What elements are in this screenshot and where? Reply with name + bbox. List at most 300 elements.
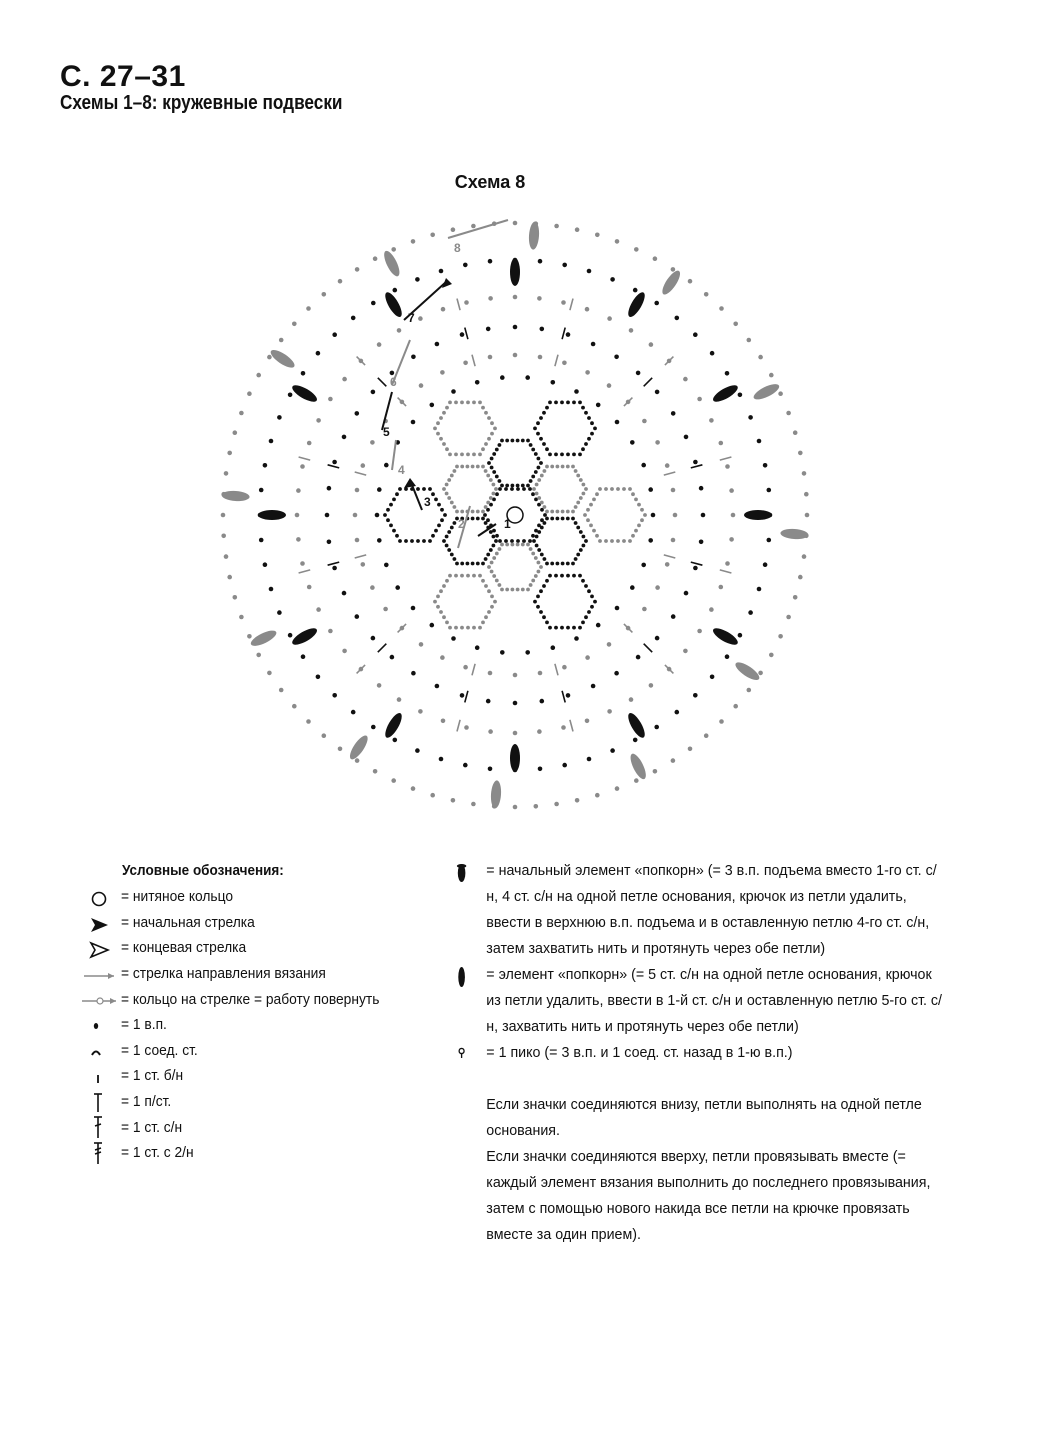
chain-stitch	[767, 538, 772, 543]
slip-stitch-icon	[80, 1040, 118, 1062]
chain-stitch	[442, 539, 446, 543]
chain-stitch	[391, 247, 396, 252]
chain-stitch	[451, 389, 456, 394]
chain-stitch	[516, 588, 520, 592]
chain-stitch	[355, 488, 360, 493]
chain-stitch	[392, 529, 396, 533]
chain-stitch	[548, 401, 552, 405]
single-crochet	[555, 664, 558, 676]
chain-stitch	[395, 534, 399, 538]
chain-stitch	[587, 269, 592, 274]
chain-stitch	[593, 427, 597, 431]
chain-stitch	[733, 704, 738, 709]
single-crochet	[570, 720, 573, 732]
chain-stitch	[748, 610, 753, 615]
chain-stitch	[440, 508, 444, 512]
chain-stitch	[332, 460, 337, 465]
chain-stitch	[441, 307, 446, 312]
chain-stitch	[531, 492, 535, 496]
chain-stitch	[566, 517, 570, 521]
chain-stitch	[377, 683, 382, 688]
chain-stitch	[505, 588, 509, 592]
magic-ring-icon	[80, 886, 118, 908]
chain-stitch	[556, 465, 560, 469]
chain-stitch	[578, 626, 582, 630]
chain-stitch	[431, 492, 435, 496]
single-crochet	[398, 624, 407, 633]
chain-stitch	[256, 373, 261, 378]
chain-stitch	[769, 373, 774, 378]
chain-stitch	[342, 435, 347, 440]
chain-stitch	[725, 654, 730, 659]
chain-stitch	[607, 709, 612, 714]
chain-stitch	[655, 390, 660, 395]
chain-stitch	[562, 665, 567, 670]
chain-stitch	[476, 562, 480, 566]
chain-stitch	[579, 478, 583, 482]
chain-stitch	[439, 589, 443, 593]
chain-stitch	[481, 447, 485, 451]
chain-stitch	[411, 355, 416, 360]
chain-stitch	[292, 704, 297, 709]
chain-stitch	[316, 351, 321, 356]
chain-stitch	[455, 510, 459, 514]
chain-stitch	[649, 342, 654, 347]
chain-stitch	[445, 492, 449, 496]
chain-stitch	[607, 316, 612, 321]
chain-stitch	[322, 292, 327, 297]
legend-row: = нитяное кольцо	[80, 884, 460, 910]
chain-stitch	[560, 574, 564, 578]
legend-row: = 1 ст. с 2/н	[80, 1140, 460, 1166]
chain-stitch	[430, 623, 435, 628]
chain-stitch	[489, 496, 493, 500]
chain-stitch	[545, 621, 549, 625]
chain-stitch	[484, 521, 488, 525]
chain-stitch	[498, 443, 502, 447]
chain-stitch	[288, 393, 293, 398]
note-picot: = 1 пико (= 3 в.п. и 1 соед. ст. назад в 1-ю в.п.)	[454, 1040, 948, 1066]
chain-stitch	[478, 574, 482, 578]
chain-stitch	[505, 543, 509, 547]
chain-stitch	[442, 584, 446, 588]
chain-stitch	[654, 301, 659, 306]
chain-stitch	[486, 327, 491, 332]
chain-stitch	[593, 600, 597, 604]
chain-stitch	[492, 574, 496, 578]
chain-stitch	[574, 389, 579, 394]
chain-stitch	[684, 435, 689, 440]
chain-stitch	[534, 470, 538, 474]
chain-stitch	[448, 574, 452, 578]
chain-stitch	[448, 626, 452, 630]
chain-stitch	[556, 562, 560, 566]
chain-stitch	[576, 526, 580, 530]
chain-stitch	[516, 543, 520, 547]
chain-stitch	[325, 513, 330, 518]
chain-stitch	[545, 465, 549, 469]
chain-stitch	[614, 355, 619, 360]
chain-stitch	[641, 463, 646, 468]
chain-stitch	[543, 505, 547, 509]
chain-stitch	[526, 543, 530, 547]
chain-stitch	[476, 465, 480, 469]
chain-stitch	[486, 699, 491, 704]
chain-stitch	[536, 595, 540, 599]
chain-stitch	[466, 401, 470, 405]
chain-stitch	[579, 530, 583, 534]
chain-stitch	[492, 470, 496, 474]
chain-stitch	[699, 486, 704, 491]
chain-stitch	[267, 355, 272, 360]
chain-stitch	[221, 513, 226, 518]
chain-stitch	[227, 451, 232, 456]
chain-stitch	[419, 383, 424, 388]
chain-stitch	[342, 591, 347, 596]
chain-stitch	[460, 693, 465, 698]
popcorn-stitch	[381, 249, 402, 279]
chain-stitch	[802, 471, 807, 476]
chain-stitch	[487, 589, 491, 593]
chain-stitch	[671, 538, 676, 543]
chain-stitch	[463, 263, 468, 268]
chain-stitch	[579, 496, 583, 500]
chain-stitch	[511, 588, 515, 592]
chain-stitch	[550, 465, 554, 469]
chain-stitch	[550, 510, 554, 514]
chain-stitch	[487, 461, 491, 465]
chain-stitch	[653, 256, 658, 261]
chain-stitch	[536, 432, 540, 436]
chain-stitch	[545, 510, 549, 514]
chain-stitch	[355, 411, 360, 416]
chain-stitch	[513, 295, 518, 300]
chain-stitch	[464, 300, 469, 305]
chain-stitch	[566, 626, 570, 630]
chain-stitch	[513, 731, 518, 736]
chain-stitch	[487, 610, 491, 614]
chain-stitch	[389, 503, 393, 507]
chain-stitch	[561, 517, 565, 521]
chain-stitch	[259, 488, 264, 493]
single-crochet	[398, 398, 407, 407]
chain-stitch	[494, 539, 498, 543]
chain-stitch	[688, 279, 693, 284]
direction-arrow-icon	[80, 963, 118, 985]
chain-stitch	[463, 665, 468, 670]
chain-stitch	[521, 588, 525, 592]
chain-stitch	[454, 574, 458, 578]
popcorn-stitch	[221, 490, 250, 502]
chain-stitch	[531, 579, 535, 583]
legend-row: = 1 ст. с/н	[80, 1114, 460, 1140]
treble-crochet-icon	[80, 1142, 118, 1164]
single-crochet	[562, 328, 565, 340]
chain-stitch	[595, 492, 599, 496]
chain-stitch	[484, 442, 488, 446]
chain-stitch	[500, 588, 504, 592]
chain-stitch	[525, 375, 530, 380]
legend-row: = стрелка направления вязания	[80, 961, 460, 987]
chain-stitch	[634, 529, 638, 533]
chain-stitch	[604, 539, 608, 543]
chain-stitch	[581, 621, 585, 625]
legend-heading: Условные обозначения:	[122, 862, 284, 879]
chain-stitch	[442, 487, 446, 491]
chain-stitch	[566, 401, 570, 405]
chain-stitch	[436, 421, 440, 425]
chain-stitch	[671, 614, 676, 619]
chain-stitch	[361, 562, 366, 567]
chain-stitch	[495, 492, 499, 496]
chain-stitch	[481, 510, 485, 514]
chain-stitch	[390, 655, 395, 660]
chain-stitch	[587, 757, 592, 762]
chain-stitch	[393, 288, 398, 293]
single-crochet	[691, 562, 703, 565]
chain-stitch	[738, 633, 743, 638]
chain-stitch	[466, 453, 470, 457]
chain-stitch	[448, 401, 452, 405]
chain-stitch	[439, 437, 443, 441]
chain-stitch	[371, 301, 376, 306]
chain-stitch	[574, 469, 578, 473]
chain-stitch	[355, 267, 360, 272]
chain-stitch	[295, 513, 300, 518]
chain-stitch	[277, 610, 282, 615]
chain-stitch	[653, 769, 658, 774]
chain-stitch	[591, 684, 596, 689]
single-crochet	[457, 299, 460, 311]
chain-stitch	[460, 562, 464, 566]
chain-stitch	[504, 487, 508, 491]
legend-row: = 1 в.п.	[80, 1012, 460, 1038]
chain-stitch	[513, 701, 518, 706]
chain-stitch	[630, 585, 635, 590]
chain-stitch	[383, 513, 387, 517]
chain-stitch	[466, 626, 470, 630]
chain-stitch	[758, 355, 763, 360]
chain-stitch	[528, 487, 532, 491]
chain-stitch	[654, 725, 659, 730]
chain-stitch	[221, 534, 226, 539]
chain-stitch	[629, 328, 634, 333]
single-crochet	[665, 357, 674, 366]
chain-stitch	[445, 544, 449, 548]
chain-stitch	[463, 361, 468, 366]
chain-stitch	[572, 401, 576, 405]
double-crochet-icon	[80, 1116, 118, 1138]
chain-stitch	[481, 517, 485, 521]
chain-stitch	[371, 725, 376, 730]
chain-stitch	[490, 466, 494, 470]
single-crochet	[555, 355, 558, 367]
chain-stitch	[566, 453, 570, 457]
row-label-7: 7	[408, 311, 415, 325]
chain-stitch	[610, 277, 615, 282]
chain-stitch	[548, 453, 552, 457]
chain-stitch	[488, 729, 493, 734]
chain-stitch	[542, 615, 546, 619]
chain-stitch	[535, 492, 539, 496]
chain-stitch	[561, 725, 566, 730]
chain-stitch	[536, 605, 540, 609]
chain-stitch	[484, 469, 488, 473]
chain-stitch	[450, 474, 454, 478]
chain-stitch	[571, 562, 575, 566]
chain-stitch	[622, 487, 626, 491]
chain-stitch	[445, 447, 449, 451]
chain-stitch	[537, 570, 541, 574]
chain-stitch	[430, 233, 435, 238]
chain-stitch	[492, 452, 496, 456]
chain-stitch	[562, 763, 567, 768]
chain-stitch	[648, 487, 653, 492]
chain-stitch	[259, 538, 264, 543]
chain-stitch	[516, 484, 520, 488]
chain-stitch	[629, 697, 634, 702]
single-crochet	[328, 465, 340, 468]
chain-stitch	[778, 634, 783, 639]
chain-stitch	[579, 548, 583, 552]
chain-stitch	[710, 675, 715, 680]
chain-stitch	[439, 610, 443, 614]
chain-stitch	[404, 539, 408, 543]
chain-stitch	[516, 487, 520, 491]
chain-stitch	[389, 524, 393, 528]
popcorn-stitch	[625, 711, 648, 740]
chain-stitch	[393, 738, 398, 743]
joining-rules	[454, 1092, 948, 1248]
chain-stitch	[529, 583, 533, 587]
chain-stitch	[239, 615, 244, 620]
chain-stitch	[697, 397, 702, 402]
chain-stitch	[495, 475, 499, 479]
chain-stitch	[693, 460, 698, 465]
chain-stitch	[610, 487, 614, 491]
chain-stitch	[535, 535, 539, 539]
chain-stitch	[798, 575, 803, 580]
single-crochet	[624, 624, 633, 633]
chain-stitch	[397, 328, 402, 333]
popcorn-stitch	[752, 381, 782, 402]
chain-stitch	[430, 403, 435, 408]
chain-stitch	[574, 636, 579, 641]
chain-stitch	[554, 802, 559, 807]
chain-stitch	[675, 316, 680, 321]
chain-stitch	[492, 492, 496, 496]
chain-stitch	[614, 671, 619, 676]
chain-stitch	[585, 655, 590, 660]
chain-stitch	[451, 636, 456, 641]
chain-stitch	[301, 654, 306, 659]
chain-stitch	[538, 671, 543, 676]
chain-stitch	[493, 600, 497, 604]
chain-stitch	[531, 448, 535, 452]
chain-stitch	[442, 442, 446, 446]
chain-stitch	[490, 595, 494, 599]
chain-stitch	[655, 585, 660, 590]
chain-stitch	[440, 655, 445, 660]
chain-stitch	[634, 247, 639, 252]
chain-stitch	[392, 498, 396, 502]
chain-stitch	[545, 517, 549, 521]
chain-stitch	[316, 607, 321, 612]
chain-stitch	[386, 508, 390, 512]
chain-stitch	[655, 636, 660, 641]
chain-stitch-icon	[80, 1014, 118, 1036]
chain-stitch	[665, 562, 670, 567]
row-label-2: 2	[458, 517, 465, 531]
chain-stitch	[436, 432, 440, 436]
chain-stitch	[554, 224, 559, 229]
chain-stitch	[655, 440, 660, 445]
single-crochet	[472, 664, 475, 676]
chain-stitch	[492, 556, 496, 560]
chain-stitch	[481, 621, 485, 625]
chain-stitch	[377, 342, 382, 347]
chain-stitch	[355, 758, 360, 763]
chain-stitch	[484, 505, 488, 509]
chain-stitch	[490, 421, 494, 425]
chain-stitch	[537, 729, 542, 734]
chain-stitch	[574, 521, 578, 525]
chain-stitch	[542, 411, 546, 415]
chain-stitch	[416, 487, 420, 491]
chain-stitch	[697, 629, 702, 634]
chain-stitch	[543, 521, 547, 525]
chain-stitch	[513, 353, 518, 358]
row-label-5: 5	[383, 425, 390, 439]
chain-stitch	[460, 332, 465, 337]
chain-stitch	[471, 510, 475, 514]
chain-stitch	[224, 471, 229, 476]
chain-stitch	[537, 457, 541, 461]
chain-stitch	[575, 227, 580, 232]
chain-stitch	[493, 427, 497, 431]
popcorn-start-icon	[454, 860, 477, 884]
chain-stitch	[592, 498, 596, 502]
single-crochet	[355, 555, 367, 558]
page-subtitle: Схемы 1–8: кружевные подвески	[60, 92, 343, 114]
chain-stitch	[486, 474, 490, 478]
single-crochet	[720, 570, 732, 573]
chain-stitch	[450, 501, 454, 505]
chain-stitch	[582, 483, 586, 487]
chain-stitch	[688, 747, 693, 752]
chain-stitch	[539, 461, 543, 465]
popcorn-stitch	[347, 733, 371, 762]
chain-stitch	[538, 767, 543, 772]
chain-stitch	[342, 649, 347, 654]
page-number: С. 27–31	[60, 60, 186, 93]
chain-stitch	[434, 529, 438, 533]
chain-stitch	[483, 513, 487, 517]
single-crochet	[720, 457, 732, 460]
chain-stitch	[451, 227, 456, 232]
chain-stitch	[590, 421, 594, 425]
chain-stitch	[610, 748, 615, 753]
chain-stitch	[338, 279, 343, 284]
chain-stitch	[453, 505, 457, 509]
chain-stitch	[560, 626, 564, 630]
chain-stitch	[793, 595, 798, 600]
chain-stitch	[622, 539, 626, 543]
chain-stitch	[709, 607, 714, 612]
chain-stitch	[419, 642, 424, 647]
chain-stitch	[542, 442, 546, 446]
chain-stitch	[437, 524, 441, 528]
